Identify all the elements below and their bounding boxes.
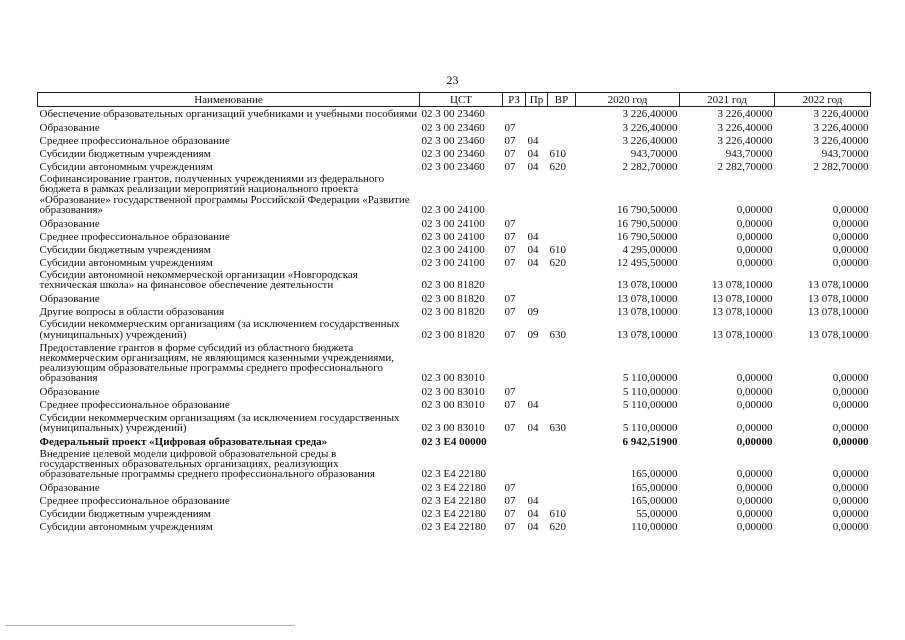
row-vr-cell — [548, 291, 576, 304]
row-2020-cell: 5 110,00000 — [622, 399, 678, 411]
header-2022: 2022 год — [775, 93, 871, 107]
row-pr-cell: 04 — [527, 243, 539, 256]
row-rz-cell — [503, 172, 526, 216]
row-vr-cell: 620 — [549, 256, 566, 269]
row-2022-cell: 13 078,10000 — [808, 279, 869, 292]
table-row — [38, 229, 871, 242]
row-vr-cell — [548, 107, 576, 121]
row-rz-cell: 07 — [504, 243, 516, 256]
row-2021-cell: 13 078,10000 — [712, 293, 773, 305]
row-cst-cell: 02 3 00 83010 — [421, 421, 485, 434]
row-2021-cell: 0,00000 — [736, 399, 773, 411]
row-2022-cell: 3 226,40000 — [813, 135, 869, 147]
row-pr-cell: 09 — [527, 306, 539, 318]
row-rz-cell: 07 — [504, 482, 516, 494]
row-2021-cell: 0,00000 — [736, 508, 773, 520]
row-rz-cell: 07 — [504, 508, 516, 520]
row-2021-cell: 13 078,10000 — [712, 328, 773, 341]
table-row — [38, 520, 871, 533]
row-vr-cell: 630 — [549, 421, 566, 434]
row-2021-cell: 0,00000 — [736, 482, 773, 494]
table-row — [38, 133, 871, 146]
table-row — [38, 120, 871, 133]
row-vr-cell — [548, 216, 576, 229]
row-pr-cell: 04 — [527, 161, 539, 173]
row-2022-cell: 0,00000 — [832, 217, 869, 230]
row-rz-cell: 07 — [504, 293, 516, 305]
row-name-cell: Софинансирование грантов, полученных учреждениями из федерального бюджета в рамках реализации мероприятий национального проекта «Образование» государственной программы Российской Федерации «Развитие образования» — [39, 173, 410, 216]
row-vr-cell — [548, 120, 576, 133]
row-2022-cell: 0,00000 — [832, 386, 869, 398]
row-cst-cell: 02 3 00 23460 — [421, 122, 485, 134]
row-pr-cell: 04 — [527, 256, 539, 269]
row-2021-cell: 0,00000 — [736, 521, 773, 533]
row-2020-cell: 16 790,50000 — [617, 230, 678, 243]
row-2022-cell: 0,00000 — [832, 243, 869, 256]
table-row — [38, 172, 871, 216]
row-pr-cell — [526, 268, 548, 291]
row-2020-cell: 13 078,10000 — [617, 293, 678, 305]
row-2021-cell: 13 078,10000 — [712, 306, 773, 318]
row-2020-cell: 13 078,10000 — [617, 306, 678, 318]
row-cst-cell: 02 3 00 23460 — [421, 161, 485, 173]
row-pr-cell: 04 — [527, 508, 539, 520]
row-name-cell: Среднее профессиональное образование — [39, 135, 230, 147]
row-vr-cell — [548, 447, 576, 481]
row-2022-cell: 943,70000 — [821, 148, 869, 160]
row-rz-cell: 07 — [504, 399, 516, 411]
row-rz-cell — [503, 341, 526, 385]
table-row — [38, 507, 871, 520]
row-vr-cell: 610 — [549, 148, 566, 160]
row-rz-cell: 07 — [504, 421, 516, 434]
row-cst-cell: 02 3 E4 22180 — [421, 521, 486, 533]
row-2021-cell: 0,00000 — [736, 386, 773, 398]
header-pr: Пр — [526, 93, 548, 107]
row-cst-cell: 02 3 00 81820 — [421, 279, 485, 292]
row-vr-cell: 620 — [549, 521, 566, 533]
row-2020-cell: 3 226,40000 — [622, 122, 678, 134]
row-name-cell: Обеспечение образовательных организаций учебниками и учебными пособиями — [39, 108, 418, 120]
row-name-cell: Предоставление грантов в форме субсидий из областного бюджета некоммерческим организациям, не являющимся казенными учреждениями, реализующим образовательные программы среднего профессионального образования — [39, 341, 394, 385]
table-row — [38, 447, 871, 481]
row-2021-cell: 943,70000 — [725, 148, 773, 160]
table-row — [38, 434, 871, 447]
row-2020-cell: 13 078,10000 — [617, 328, 678, 341]
row-cst-cell: 02 3 00 23460 — [421, 135, 485, 147]
row-name-cell: Среднее профессиональное образование — [39, 495, 230, 507]
table-row — [38, 481, 871, 494]
table-row — [38, 291, 871, 304]
row-cst-cell: 02 3 00 83010 — [421, 386, 485, 398]
row-vr-cell — [548, 398, 576, 411]
row-2021-cell: 0,00000 — [736, 468, 773, 481]
row-2022-cell: 0,00000 — [832, 482, 869, 494]
row-2021-cell: 0,00000 — [736, 495, 773, 507]
row-vr-cell — [548, 133, 576, 146]
row-2022-cell: 0,00000 — [832, 421, 869, 434]
table-row — [38, 146, 871, 159]
row-name-cell: Субсидии бюджетным учреждениям — [39, 243, 211, 256]
row-2020-cell: 16 790,50000 — [617, 217, 678, 230]
row-vr-cell — [548, 494, 576, 507]
row-vr-cell — [548, 229, 576, 242]
row-rz-cell: 07 — [504, 328, 516, 341]
row-rz-cell — [503, 107, 526, 121]
row-rz-cell: 07 — [504, 521, 516, 533]
table-body — [38, 107, 871, 533]
table-row — [38, 242, 871, 255]
table-row — [38, 411, 871, 434]
row-cst-cell: 02 3 00 81820 — [421, 293, 485, 305]
row-rz-cell — [503, 447, 526, 481]
row-name-cell: Субсидии бюджетным учреждениям — [39, 148, 211, 160]
header-2020: 2020 год — [576, 93, 680, 107]
row-rz-cell: 07 — [504, 230, 516, 243]
row-2021-cell: 0,00000 — [736, 217, 773, 230]
row-2022-cell: 3 226,40000 — [813, 122, 869, 134]
table-row — [38, 341, 871, 385]
header-2021: 2021 год — [680, 93, 775, 107]
row-cst-cell: 02 3 E4 22180 — [421, 482, 486, 494]
row-2020-cell: 165,00000 — [630, 468, 678, 481]
row-cst-cell: 02 3 E4 22180 — [421, 508, 486, 520]
row-name-cell: Среднее профессиональное образование — [39, 230, 230, 243]
row-pr-cell — [526, 385, 548, 398]
scan-edge-line — [5, 625, 295, 626]
row-vr-cell — [548, 385, 576, 398]
row-2022-cell: 3 226,40000 — [813, 108, 869, 120]
row-name-cell: Субсидии некоммерческим организациям (за исключением государственных (муниципальных) учреждений) — [39, 318, 400, 341]
row-2020-cell: 5 110,00000 — [622, 421, 678, 434]
row-2022-cell: 0,00000 — [832, 508, 869, 520]
row-2020-cell: 4 295,00000 — [622, 243, 678, 256]
page-number: 23 — [446, 73, 459, 87]
header-rz: РЗ — [503, 93, 526, 107]
row-2022-cell: 13 078,10000 — [808, 328, 869, 341]
row-name-cell: Субсидии автономным учреждениям — [39, 256, 213, 269]
row-cst-cell: 02 3 E4 22180 — [421, 495, 486, 507]
row-pr-cell — [526, 341, 548, 385]
row-name-cell: Субсидии некоммерческим организациям (за исключением государственных (муниципальных) учреждений) — [39, 411, 400, 434]
row-cst-cell: 02 3 00 81820 — [421, 306, 485, 318]
row-pr-cell — [526, 291, 548, 304]
row-2020-cell: 165,00000 — [630, 482, 678, 494]
row-2022-cell: 13 078,10000 — [808, 306, 869, 318]
row-name-cell: Субсидии бюджетным учреждениям — [39, 508, 211, 520]
table-row — [38, 304, 871, 317]
row-cst-cell: 02 3 E4 22180 — [421, 468, 486, 481]
row-pr-cell: 04 — [527, 521, 539, 533]
row-name-cell: Образование — [39, 482, 100, 494]
row-name-cell: Образование — [39, 122, 100, 134]
row-name-cell: Внедрение целевой модели цифровой образовательной среды в государственных образовательных организациях, реализующих образовательные программы среднего профессионального образования — [39, 448, 375, 481]
table-row — [38, 317, 871, 340]
row-2021-cell: 13 078,10000 — [712, 279, 773, 292]
row-vr-cell — [548, 341, 576, 385]
row-vr-cell — [548, 481, 576, 494]
row-pr-cell: 04 — [527, 135, 539, 147]
row-2021-cell: 3 226,40000 — [717, 135, 773, 147]
row-pr-cell — [526, 434, 548, 447]
row-rz-cell: 07 — [504, 148, 516, 160]
row-cst-cell: 02 3 00 81820 — [421, 328, 485, 341]
row-cst-cell: 02 3 00 24100 — [421, 230, 485, 243]
row-cst-cell: 02 3 00 23460 — [421, 148, 485, 160]
row-rz-cell: 07 — [504, 135, 516, 147]
row-cst-cell: 02 3 00 24100 — [421, 243, 485, 256]
row-2022-cell: 2 282,70000 — [813, 161, 869, 173]
row-2020-cell: 3 226,40000 — [622, 135, 678, 147]
row-vr-cell — [548, 172, 576, 216]
row-pr-cell — [526, 107, 548, 121]
row-name-cell: Субсидии автономной некоммерческой организации «Новгородская техническая школа» на финансовое обеспечение деятельности — [39, 269, 358, 292]
row-cst-cell: 02 3 00 83010 — [421, 372, 485, 385]
row-name-cell: Субсидии автономным учреждениям — [39, 521, 213, 533]
table-row — [38, 268, 871, 291]
row-2020-cell: 6 942,51900 — [622, 435, 678, 448]
row-rz-cell: 07 — [504, 122, 516, 134]
row-2021-cell: 3 226,40000 — [717, 122, 773, 134]
row-pr-cell: 04 — [527, 399, 539, 411]
row-pr-cell — [526, 481, 548, 494]
row-name-cell: Среднее профессиональное образование — [39, 399, 230, 411]
row-2021-cell: 0,00000 — [736, 372, 773, 385]
row-2020-cell: 5 110,00000 — [622, 372, 678, 385]
table-row — [38, 494, 871, 507]
row-name-cell: Субсидии автономным учреждениям — [39, 161, 213, 173]
row-vr-cell — [548, 268, 576, 291]
row-2021-cell: 2 282,70000 — [717, 161, 773, 173]
row-cst-cell: 02 3 00 24100 — [421, 256, 485, 269]
row-2021-cell: 0,00000 — [736, 230, 773, 243]
row-2020-cell: 3 226,40000 — [622, 108, 678, 120]
row-2022-cell: 0,00000 — [832, 372, 869, 385]
row-2022-cell: 0,00000 — [832, 203, 869, 216]
row-2020-cell: 943,70000 — [630, 148, 678, 160]
row-pr-cell — [526, 216, 548, 229]
row-2022-cell: 0,00000 — [832, 468, 869, 481]
row-name-cell: Федеральный проект «Цифровая образовательная среда» — [39, 435, 328, 448]
row-pr-cell — [526, 447, 548, 481]
row-2020-cell: 12 495,50000 — [617, 256, 678, 269]
row-2021-cell: 0,00000 — [736, 203, 773, 216]
row-rz-cell — [503, 268, 526, 291]
header-name: Наименование — [38, 93, 420, 107]
row-2020-cell: 5 110,00000 — [622, 386, 678, 398]
table-row — [38, 107, 871, 121]
header-row — [38, 93, 871, 107]
row-vr-cell: 610 — [549, 243, 566, 256]
row-pr-cell: 04 — [527, 230, 539, 243]
row-2022-cell: 0,00000 — [832, 495, 869, 507]
row-vr-cell — [548, 304, 576, 317]
row-cst-cell: 02 3 00 23460 — [421, 108, 485, 120]
row-pr-cell: 04 — [527, 148, 539, 160]
row-vr-cell: 620 — [549, 161, 566, 173]
row-2022-cell: 0,00000 — [832, 435, 869, 448]
row-pr-cell: 04 — [527, 421, 539, 434]
row-rz-cell — [503, 434, 526, 447]
row-vr-cell: 610 — [549, 508, 566, 520]
row-2020-cell: 110,00000 — [631, 521, 678, 533]
row-2022-cell: 0,00000 — [832, 230, 869, 243]
row-2021-cell: 0,00000 — [736, 243, 773, 256]
row-2020-cell: 16 790,50000 — [617, 203, 678, 216]
header-cst: ЦСТ — [420, 93, 503, 107]
table-row — [38, 216, 871, 229]
row-2020-cell: 2 282,70000 — [622, 161, 678, 173]
table-row — [38, 398, 871, 411]
row-name-cell: Образование — [39, 217, 100, 230]
row-rz-cell: 07 — [504, 161, 516, 173]
row-vr-cell: 630 — [549, 328, 566, 341]
row-cst-cell: 02 3 E4 00000 — [421, 435, 487, 448]
row-rz-cell: 07 — [504, 256, 516, 269]
row-pr-cell: 09 — [527, 328, 539, 341]
row-pr-cell: 04 — [527, 495, 539, 507]
row-2020-cell: 165,00000 — [630, 495, 678, 507]
row-pr-cell — [526, 172, 548, 216]
row-rz-cell: 07 — [504, 306, 516, 318]
row-name-cell: Образование — [39, 386, 100, 398]
row-rz-cell: 07 — [504, 386, 516, 398]
row-2022-cell: 0,00000 — [832, 256, 869, 269]
row-2022-cell: 0,00000 — [832, 521, 869, 533]
row-2021-cell: 0,00000 — [736, 435, 773, 448]
header-vr: ВР — [548, 93, 576, 107]
row-2020-cell: 55,00000 — [636, 508, 678, 520]
row-2021-cell: 0,00000 — [736, 256, 773, 269]
row-cst-cell: 02 3 00 24100 — [421, 203, 485, 216]
row-rz-cell: 07 — [504, 495, 516, 507]
row-2021-cell: 3 226,40000 — [717, 108, 773, 120]
row-pr-cell — [526, 120, 548, 133]
budget-table — [37, 92, 871, 533]
row-vr-cell — [548, 434, 576, 447]
row-2022-cell: 0,00000 — [832, 399, 869, 411]
row-name-cell: Образование — [39, 293, 100, 305]
table-row — [38, 385, 871, 398]
row-2020-cell: 13 078,10000 — [617, 279, 678, 292]
row-2021-cell: 0,00000 — [736, 421, 773, 434]
row-cst-cell: 02 3 00 24100 — [421, 217, 485, 230]
table-row — [38, 255, 871, 268]
row-2022-cell: 13 078,10000 — [808, 293, 869, 305]
row-rz-cell: 07 — [504, 217, 516, 230]
row-cst-cell: 02 3 00 83010 — [421, 399, 485, 411]
table-row — [38, 159, 871, 172]
row-name-cell: Другие вопросы в области образования — [39, 306, 225, 318]
